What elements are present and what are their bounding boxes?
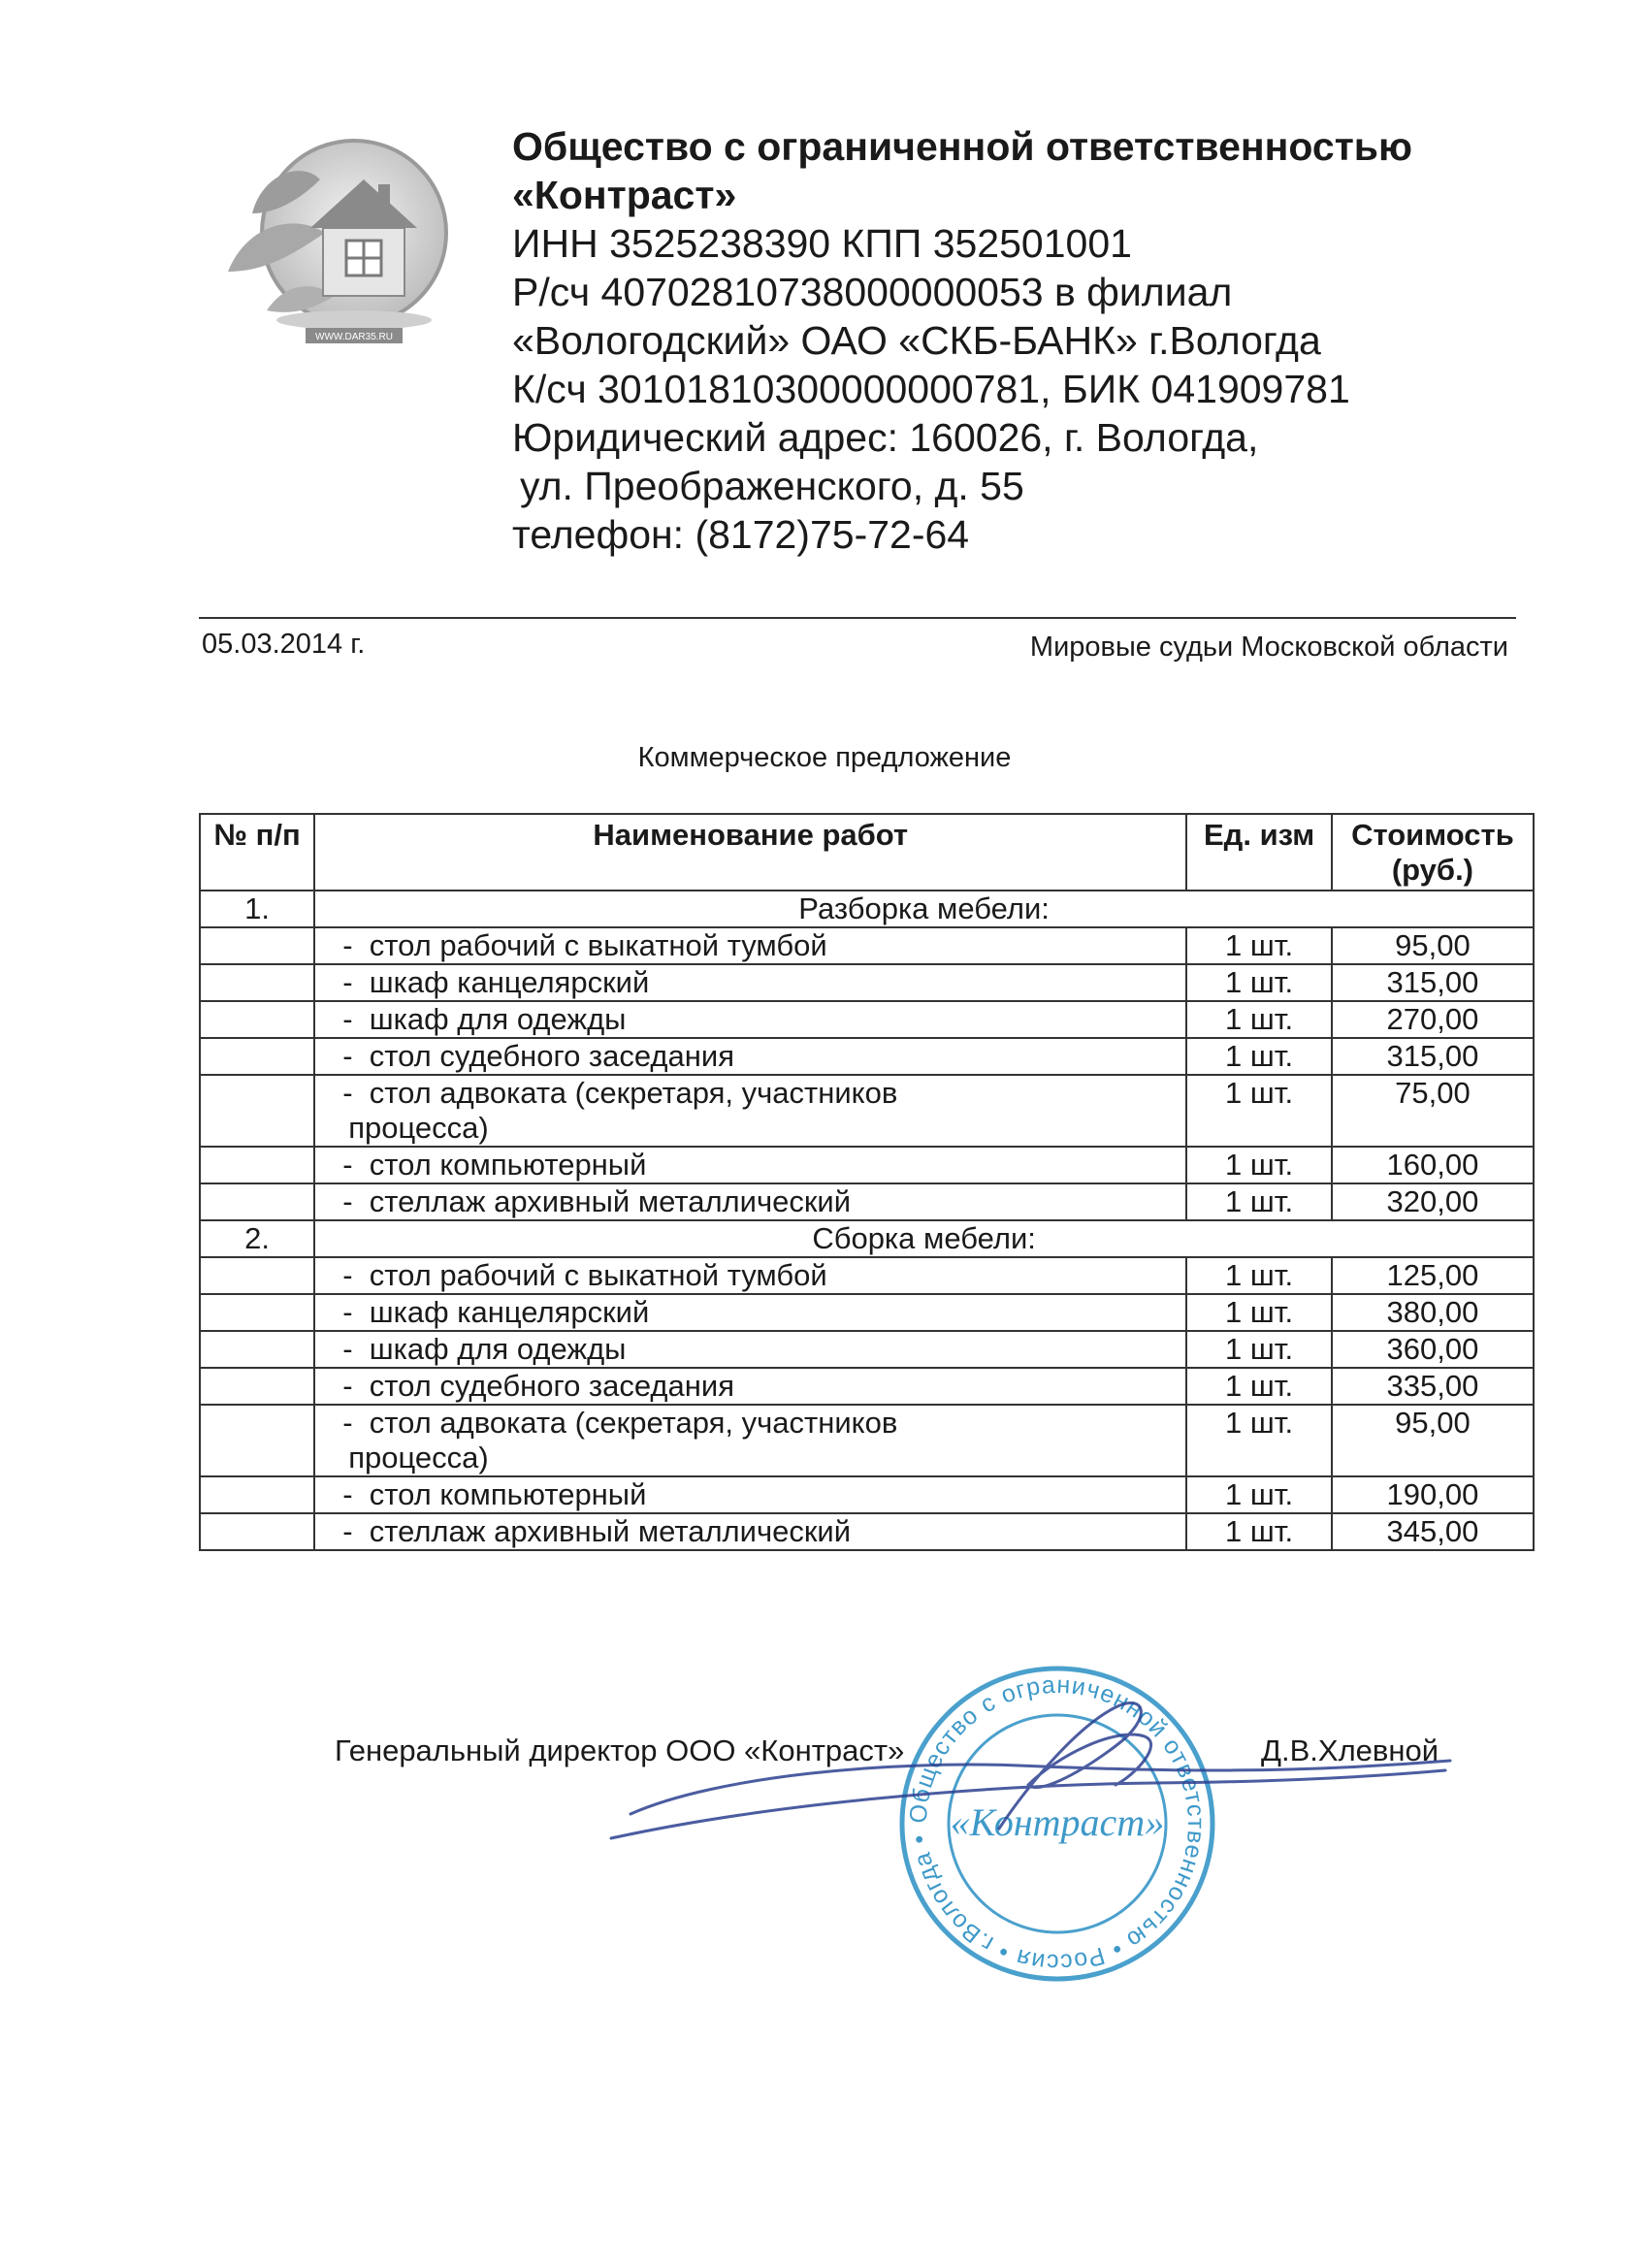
item-cost: 315,00: [1332, 1038, 1534, 1075]
item-unit: 1 шт.: [1186, 1147, 1332, 1183]
item-unit: 1 шт.: [1186, 927, 1332, 964]
header-num: № п/п: [200, 814, 314, 891]
table-row: - стол компьютерный 1 шт. 160,00: [200, 1147, 1534, 1183]
item-cost: 360,00: [1332, 1331, 1534, 1368]
logo-caption: WWW.DAR35.RU: [315, 332, 393, 342]
table-row: - стеллаж архивный металлический 1 шт. 320,00: [200, 1183, 1534, 1220]
item-name: стеллаж архивный металлический: [369, 1184, 852, 1218]
table-row: - стол судебного заседания 1 шт. 315,00: [200, 1038, 1534, 1075]
item-name: стол компьютерный: [369, 1477, 647, 1511]
stamp-center-text: «Контраст»: [950, 1800, 1165, 1844]
company-name-line1: Общество с ограниченной ответственностью: [512, 124, 1413, 169]
item-name: стол рабочий с выкатной тумбой: [369, 928, 827, 962]
item-name: стеллаж архивный металлический: [369, 1514, 852, 1548]
table-row: - стеллаж архивный металлический 1 шт. 345,00: [200, 1513, 1534, 1550]
section-num: 2.: [200, 1220, 314, 1257]
section-row: [200, 1220, 1534, 1257]
item-cost: 75,00: [1332, 1075, 1534, 1147]
section-title: Сборка мебели:: [314, 1220, 1534, 1257]
section-title: Разборка мебели:: [314, 891, 1534, 927]
item-name: шкаф канцелярский: [369, 1295, 650, 1329]
item-cost: 190,00: [1332, 1476, 1534, 1513]
header-divider: [199, 617, 1516, 619]
item-unit: 1 шт.: [1186, 1476, 1332, 1513]
company-name-line2: «Контраст»: [512, 173, 737, 217]
item-name: стол адвоката (секретаря, участников: [369, 1076, 898, 1110]
item-unit: 1 шт.: [1186, 1294, 1332, 1331]
item-unit: 1 шт.: [1186, 964, 1332, 1001]
document-date: 05.03.2014 г.: [202, 629, 366, 660]
item-unit: 1 шт.: [1186, 1513, 1332, 1550]
item-cost: 335,00: [1332, 1368, 1534, 1405]
item-name: стол судебного заседания: [369, 1369, 734, 1403]
item-unit: 1 шт.: [1186, 1368, 1332, 1405]
item-unit: 1 шт.: [1186, 1183, 1332, 1220]
table-header-row: [200, 814, 1534, 891]
signatory-name: Д.В.Хлевной: [1261, 1733, 1439, 1767]
item-cost: 315,00: [1332, 964, 1534, 1001]
company-account: Р/сч 40702810738000000053 в филиал: [512, 270, 1233, 314]
item-name: стол компьютерный: [369, 1148, 647, 1182]
recipient: Мировые судьи Московской области: [1029, 632, 1508, 663]
table-row: - стол судебного заседания 1 шт. 335,00: [200, 1368, 1534, 1405]
item-unit: 1 шт.: [1186, 1331, 1332, 1368]
item-name: шкаф канцелярский: [369, 965, 650, 999]
header-unit: Ед. изм: [1186, 814, 1332, 891]
item-unit: 1 шт.: [1186, 1075, 1332, 1147]
signatory-title: Генеральный директор ООО «Контраст»: [335, 1733, 905, 1767]
handwritten-signature: [572, 1669, 1474, 1872]
item-cost: 345,00: [1332, 1513, 1534, 1550]
section-num: 1.: [200, 891, 314, 927]
company-phone: телефон: (8172)75-72-64: [512, 512, 970, 557]
company-logo: [209, 126, 461, 349]
item-unit: 1 шт.: [1186, 1405, 1332, 1476]
table-row: - шкаф канцелярский 1 шт. 315,00: [200, 964, 1534, 1001]
works-table: [199, 813, 1535, 1551]
table-row: - стол адвоката (секретаря, участников процесса) 1 шт. 75,00: [200, 1075, 1534, 1147]
item-cost: 160,00: [1332, 1147, 1534, 1183]
table-row: - стол адвоката (секретаря, участников процесса) 1 шт. 95,00: [200, 1405, 1534, 1476]
company-header: [512, 122, 1412, 559]
section-row: [200, 891, 1534, 927]
table-row: - стол рабочий с выкатной тумбой 1 шт. 125,00: [200, 1257, 1534, 1294]
item-unit: 1 шт.: [1186, 1038, 1332, 1075]
document-title: Коммерческое предложение: [637, 742, 1012, 773]
item-name-continued: процесса): [348, 1111, 489, 1145]
item-name: шкаф для одежды: [369, 1332, 627, 1366]
table-row: - стол компьютерный 1 шт. 190,00: [200, 1476, 1534, 1513]
item-name: стол адвоката (секретаря, участников: [369, 1406, 898, 1440]
item-cost: 320,00: [1332, 1183, 1534, 1220]
company-address-line2: ул. Преображенского, д. 55: [520, 464, 1024, 508]
item-cost: 125,00: [1332, 1257, 1534, 1294]
item-name: шкаф для одежды: [369, 1002, 627, 1036]
item-unit: 1 шт.: [1186, 1257, 1332, 1294]
item-cost: 95,00: [1332, 1405, 1534, 1476]
table-row: - шкаф канцелярский 1 шт. 380,00: [200, 1294, 1534, 1331]
item-name: стол судебного заседания: [369, 1039, 734, 1073]
item-cost: 95,00: [1332, 927, 1534, 964]
item-cost: 380,00: [1332, 1294, 1534, 1331]
item-name: стол рабочий с выкатной тумбой: [369, 1258, 827, 1292]
table-row: - стол рабочий с выкатной тумбой 1 шт. 95,00: [200, 927, 1534, 964]
table-row: - шкаф для одежды 1 шт. 360,00: [200, 1331, 1534, 1368]
item-unit: 1 шт.: [1186, 1001, 1332, 1038]
header-cost: Стоимость (руб.): [1332, 814, 1534, 891]
company-inn-kpp: ИНН 3525238390 КПП 352501001: [512, 221, 1132, 266]
company-bank: «Вологодский» ОАО «СКБ-БАНК» г.Вологда: [512, 318, 1321, 363]
header-name: Наименование работ: [314, 814, 1186, 891]
item-name-continued: процесса): [348, 1441, 489, 1474]
company-address-line1: Юридический адрес: 160026, г. Вологда,: [512, 415, 1259, 460]
stamp-ring-text: Общество с ограниченной ответственностью • Россия • г.Вологда •: [904, 1670, 1211, 1977]
company-corr-account: К/сч 30101810300000000781, БИК 041909781: [512, 367, 1350, 411]
table-row: - шкаф для одежды 1 шт. 270,00: [200, 1001, 1534, 1038]
item-cost: 270,00: [1332, 1001, 1534, 1038]
